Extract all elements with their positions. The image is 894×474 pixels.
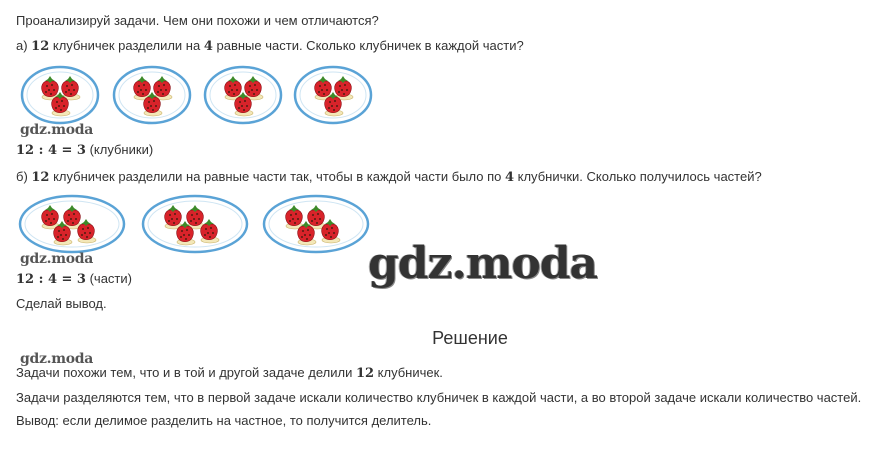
watermark-small-1: gdz.moda <box>20 122 94 138</box>
task-b-text2: клубнички. Сколько получилось частей? <box>514 169 762 184</box>
solution-line-3: Вывод: если делимое разделить на частное, то получится делитель. <box>16 413 432 428</box>
plate-b-3 <box>264 196 368 252</box>
task-b-number-4: 4 <box>504 170 515 185</box>
plate-b-1 <box>20 196 124 252</box>
task-b-equation: 12 : 4 = 3 <box>16 272 86 287</box>
plate-a-3 <box>205 67 281 123</box>
task-a-text2: равные части. Сколько клубничек в каждой части? <box>212 38 524 53</box>
task-b-prefix: б) <box>16 169 32 184</box>
task-a-equation: 12 : 4 = 3 <box>16 143 86 158</box>
task-a-prefix: а) <box>16 38 32 53</box>
task-a-answer <box>16 142 153 159</box>
solution-line-1 <box>16 365 443 382</box>
plate-a-2 <box>114 67 190 123</box>
task-b-text <box>16 169 762 186</box>
watermark-big: gdz.moda <box>368 238 598 289</box>
watermark-small-3: gdz.moda <box>20 351 94 367</box>
task-b-text1: клубничек разделили на равные части так, чтобы в каждой части было по <box>49 169 505 184</box>
plate-a-1 <box>22 67 98 123</box>
solution-heading: Решение <box>432 328 508 348</box>
task-b-answer <box>16 271 132 288</box>
solution-line-1-before: Задачи похожи тем, что и в той и другой задаче делили <box>16 365 356 380</box>
task-a-text <box>16 38 524 55</box>
conclusion-prompt: Сделай вывод. <box>16 296 107 311</box>
solution-line-2: Задачи разделяются тем, что в первой задаче искали количество клубничек в каждой части, а во второй задаче искали количество частей. <box>16 390 862 405</box>
task-b-number-12: 12 <box>31 170 50 185</box>
solution-line-1-after: клубничек. <box>374 365 443 380</box>
task-prompt: Проанализируй задачи. Чем они похожи и чем отличаются? <box>16 13 379 28</box>
solution-number-12: 12 <box>355 366 375 381</box>
plate-a-4 <box>295 67 371 123</box>
task-a-number-4: 4 <box>203 39 213 54</box>
task-a-unit: (клубники) <box>85 142 154 157</box>
task-a-number-12: 12 <box>31 39 50 54</box>
task-b-unit: (части) <box>85 271 132 286</box>
watermark-small-2: gdz.moda <box>20 251 94 267</box>
plate-b-2 <box>143 196 247 252</box>
task-a-text1: клубничек разделили на <box>49 38 204 53</box>
